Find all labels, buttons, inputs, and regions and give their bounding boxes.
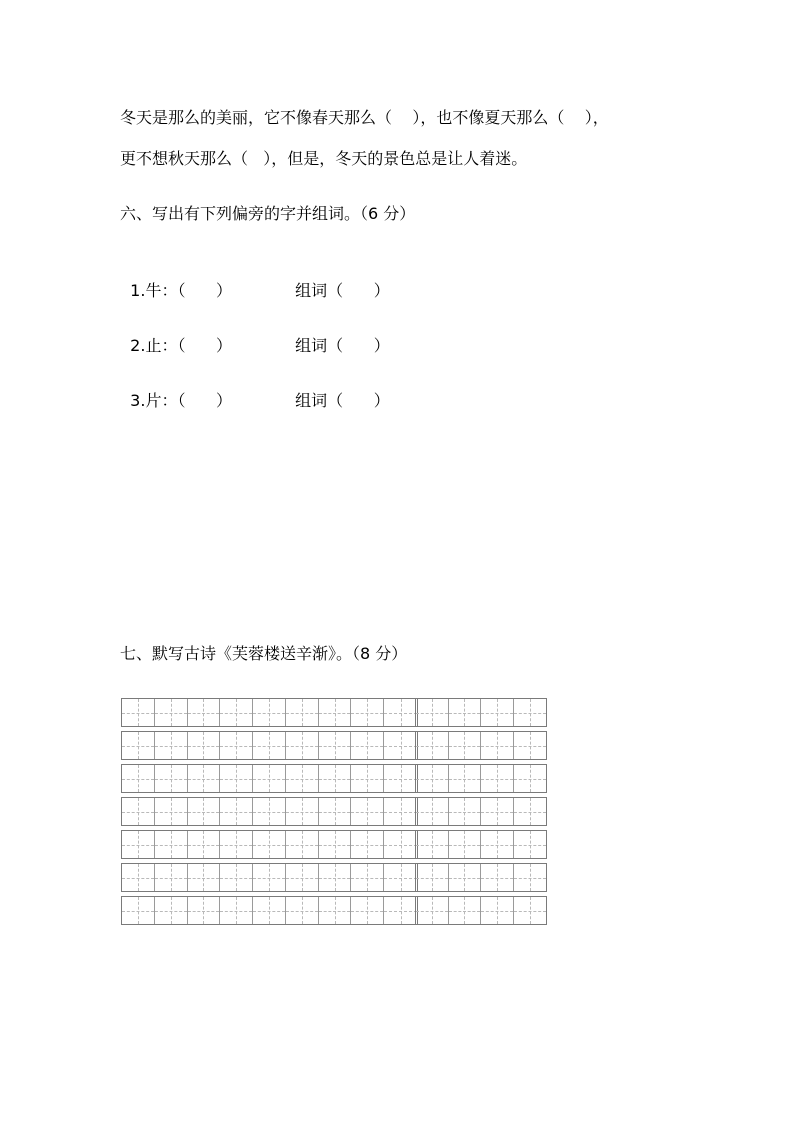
writing-cell[interactable] [481, 897, 514, 924]
writing-cell[interactable] [351, 864, 384, 891]
writing-cell[interactable] [286, 765, 319, 792]
writing-cell[interactable] [155, 831, 188, 858]
grid-block [121, 731, 418, 760]
writing-cell[interactable] [449, 864, 482, 891]
writing-cell[interactable] [514, 864, 546, 891]
writing-cell[interactable] [384, 897, 417, 924]
writing-cell[interactable] [122, 864, 155, 891]
writing-cell[interactable] [416, 864, 449, 891]
writing-cell[interactable] [319, 798, 352, 825]
writing-cell[interactable] [319, 831, 352, 858]
writing-cell[interactable] [122, 765, 155, 792]
writing-cell[interactable] [514, 831, 546, 858]
grid-block [121, 863, 418, 892]
writing-cell[interactable] [155, 732, 188, 759]
writing-cell[interactable] [449, 798, 482, 825]
writing-cell[interactable] [188, 831, 221, 858]
writing-cell[interactable] [220, 831, 253, 858]
writing-cell[interactable] [155, 897, 188, 924]
writing-cell[interactable] [319, 732, 352, 759]
writing-cell[interactable] [481, 765, 514, 792]
writing-cell[interactable] [220, 765, 253, 792]
writing-cell[interactable] [481, 798, 514, 825]
writing-cell[interactable] [514, 699, 546, 726]
writing-cell[interactable] [514, 798, 546, 825]
writing-cell[interactable] [122, 897, 155, 924]
grid-block [121, 698, 418, 727]
passage-line-2: 更不想秋天那么（ ），但是，冬天的景色总是让人着迷。 [120, 149, 528, 168]
writing-cell[interactable] [384, 699, 417, 726]
writing-cell[interactable] [514, 765, 546, 792]
writing-cell[interactable] [155, 699, 188, 726]
writing-cell[interactable] [220, 897, 253, 924]
writing-cell[interactable] [351, 732, 384, 759]
writing-cell[interactable] [188, 864, 221, 891]
radical-char-blank[interactable]: 2.止：（ ） [130, 336, 232, 355]
writing-cell[interactable] [188, 897, 221, 924]
grid-block [415, 830, 547, 859]
writing-cell[interactable] [122, 732, 155, 759]
writing-cell[interactable] [449, 699, 482, 726]
writing-cell[interactable] [481, 864, 514, 891]
radical-item-2 [120, 313, 390, 357]
writing-cell[interactable] [155, 864, 188, 891]
writing-cell[interactable] [351, 831, 384, 858]
word-blank[interactable]: 组词（ ） [295, 336, 390, 355]
writing-cell[interactable] [449, 831, 482, 858]
radical-char-blank[interactable]: 3.片：（ ） [130, 391, 232, 410]
writing-cell[interactable] [416, 897, 449, 924]
writing-cell[interactable] [286, 798, 319, 825]
grid-block [121, 797, 418, 826]
writing-cell[interactable] [286, 831, 319, 858]
radical-item-1 [120, 258, 390, 302]
writing-cell[interactable] [384, 798, 417, 825]
writing-cell[interactable] [384, 765, 417, 792]
writing-cell[interactable] [319, 897, 352, 924]
writing-cell[interactable] [384, 732, 417, 759]
grid-block [415, 863, 547, 892]
writing-cell[interactable] [155, 765, 188, 792]
passage-line-1: 冬天是那么的美丽，它不像春天那么（ ），也不像夏天那么（ ）， [120, 108, 609, 127]
writing-cell[interactable] [319, 765, 352, 792]
writing-cell[interactable] [416, 831, 449, 858]
grid-block [415, 896, 547, 925]
writing-cell[interactable] [449, 897, 482, 924]
writing-cell[interactable] [286, 897, 319, 924]
writing-cell[interactable] [319, 699, 352, 726]
writing-cell[interactable] [514, 732, 546, 759]
writing-cell[interactable] [286, 732, 319, 759]
writing-cell[interactable] [253, 699, 286, 726]
grid-block [415, 764, 547, 793]
writing-cell[interactable] [253, 864, 286, 891]
radical-item-3 [120, 368, 390, 412]
radical-char-blank[interactable]: 1.牛：（ ） [130, 281, 232, 300]
writing-cell[interactable] [481, 831, 514, 858]
grid-block [415, 731, 547, 760]
grid-block [415, 698, 547, 727]
writing-cell[interactable] [351, 798, 384, 825]
writing-cell[interactable] [416, 765, 449, 792]
writing-cell[interactable] [481, 732, 514, 759]
writing-cell[interactable] [220, 699, 253, 726]
writing-cell[interactable] [188, 798, 221, 825]
writing-cell[interactable] [188, 765, 221, 792]
writing-cell[interactable] [481, 699, 514, 726]
word-blank[interactable]: 组词（ ） [295, 391, 390, 410]
grid-block [121, 830, 418, 859]
writing-cell[interactable] [122, 699, 155, 726]
writing-cell[interactable] [220, 798, 253, 825]
writing-cell[interactable] [220, 864, 253, 891]
writing-cell[interactable] [416, 699, 449, 726]
writing-cell[interactable] [351, 765, 384, 792]
writing-cell[interactable] [286, 699, 319, 726]
writing-cell[interactable] [253, 765, 286, 792]
writing-cell[interactable] [253, 897, 286, 924]
writing-cell[interactable] [384, 831, 417, 858]
grid-block [121, 896, 418, 925]
writing-cell[interactable] [416, 732, 449, 759]
writing-cell[interactable] [351, 897, 384, 924]
grid-block [415, 797, 547, 826]
writing-cell[interactable] [188, 699, 221, 726]
grid-block [121, 764, 418, 793]
writing-cell[interactable] [188, 732, 221, 759]
section7-title: 七、默写古诗《芙蓉楼送辛渐》。（8 分） [120, 644, 408, 663]
writing-cell[interactable] [319, 864, 352, 891]
writing-cell[interactable] [155, 798, 188, 825]
writing-cell[interactable] [122, 831, 155, 858]
writing-cell[interactable] [253, 798, 286, 825]
writing-cell[interactable] [449, 765, 482, 792]
writing-cell[interactable] [351, 699, 384, 726]
section6-title: 六、写出有下列偏旁的字并组词。（6 分） [120, 204, 416, 223]
writing-cell[interactable] [449, 732, 482, 759]
word-blank[interactable]: 组词（ ） [295, 281, 390, 300]
writing-cell[interactable] [253, 831, 286, 858]
writing-cell[interactable] [514, 897, 546, 924]
writing-cell[interactable] [384, 864, 417, 891]
writing-cell[interactable] [253, 732, 286, 759]
writing-cell[interactable] [122, 798, 155, 825]
writing-cell[interactable] [286, 864, 319, 891]
writing-cell[interactable] [220, 732, 253, 759]
writing-cell[interactable] [416, 798, 449, 825]
